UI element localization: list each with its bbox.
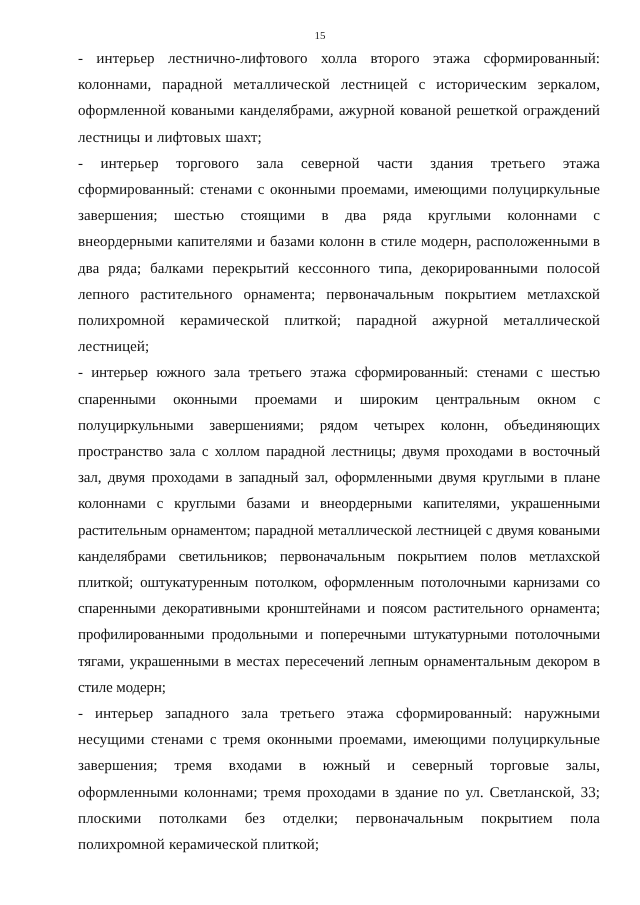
document-body: [78, 46, 600, 858]
paragraph-west-hall: - интерьер западного зала третьего этажа сформированный: наружными несущими стенами с тремя оконными проемами, имеющими полуциркульные завершения; тремя входами в южный и северный торговые залы, оформленными колоннами; тремя проходами в здание по ул. Светланской, 33; плоскими потолками без отделки; первоначальным покрытием пола полихромной керамической плиткой;: [78, 706, 600, 854]
page-number: 15: [314, 30, 326, 42]
paragraph-south-hall: - интерьер южного зала третьего этажа сформированный: стенами с шестью спаренными оконными проемами и широким центральным окном с полуциркульными завершениями; рядом четырех колонн, объединяющих пространство зала с холлом парадной лестницы; двумя проходами в восточный зал, двумя проходами в западный зал, оформленными двумя круглыми в плане колоннами с круглыми базами и внеордерными капителями, украшенными растительным орнаментом; парадной металлической лестницей с двумя коваными канделябрами светильников; первоначальным покрытием полов метлахской плиткой; оштукатуренным потолком, оформленным потолочными карнизами со спаренными декоративными кронштейнами и поясом растительного орнамента; профилированными продольными и поперечными штукатурными потолочными тягами, украшенными в местах пересечений лепным орнаментальным декором в стиле модерн;: [78, 365, 600, 696]
paragraph-north-hall: - интерьер торгового зала северной части здания третьего этажа сформированный: стенами с оконными проемами, имеющими полуциркульные завершения; шестью стоящими в два ряда круглыми колоннами с внеордерными капителями и базами колонн в стиле модерн, расположенными в два ряда; балками перекрытий кессонного типа, декорированными полосой лепного растительного орнамента; первоначальным покрытием метлахской полихромной керамической плиткой; парадной ажурной металлической лестницей;: [78, 155, 600, 356]
paragraph-stair-lift-hall: - интерьер лестнично-лифтового холла второго этажа сформированный: колоннами, парадной металлической лестницей с историческим зеркалом, оформленной коваными канделябрами, ажурной кованой решеткой ограждений лестницы и лифтовых шахт;: [78, 51, 600, 146]
